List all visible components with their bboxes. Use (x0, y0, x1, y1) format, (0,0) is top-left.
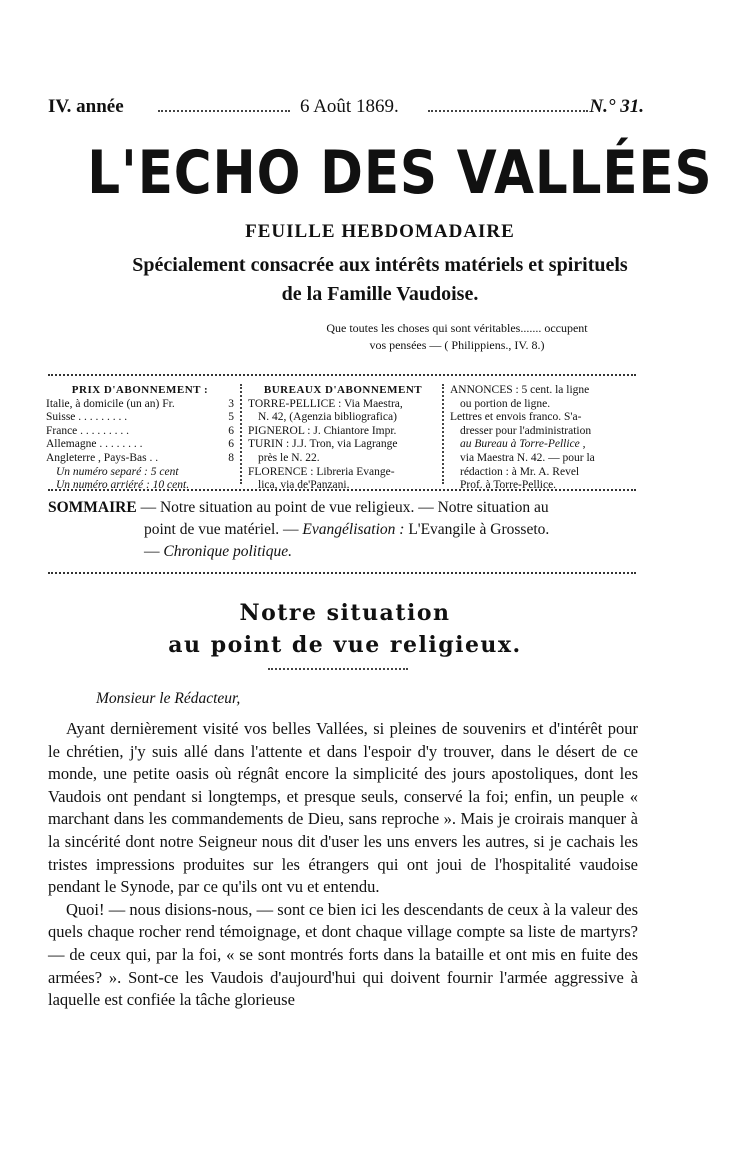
price-row: Italie, à domicile (un an) Fr. 3 (46, 397, 234, 410)
price-row: France . . . . . . . . . 6 (46, 424, 234, 437)
subscription-offices (248, 384, 438, 493)
office-line: près le N. 22. (258, 451, 320, 464)
issue-number: N.° 31. (589, 96, 644, 117)
article-paragraph: Ayant dernièrement visité vos belles Vallées, si pleines de souvenirs et d'intérêt pour le chrétien, j'y suis allé dans l'attente et dans l'espoir d'y trouver, dans le désert de ce monde, une petite oasis où régnât encore la simplicité des jours apostoliques, dont les Vaudois ont pendant si longtemps, et presque seuls, conservé la foi; enfin, un peuple « marchant dans les commandements de Dieu, sans reproche ». Mais je croirais manquer à la sincérité dont notre Seigneur nous dit d'user les uns envers les autres, si je cachais les tristes impressions produites sur les étrangers qui ont joui de l'hospitalité vaudoise pendant le Synode, par ce qu'ils ont vu et entendu. (48, 719, 638, 897)
masthead-subtitle: FEUILLE HEBDOMADAIRE (245, 221, 515, 242)
office-line: lica, via de'Panzani. (258, 479, 350, 492)
prices-heading: PRIX D'ABONNEMENT : (71, 384, 209, 396)
office-line: PIGNEROL : J. Chiantore Impr. (248, 424, 397, 437)
price-row: Angleterre , Pays-Bas . . 8 (46, 451, 234, 464)
annonce-line: via Maestra N. 42. — pour la (460, 451, 595, 464)
article-paragraph: Quoi! — nous disions-nous, — sont ce bien ici les descendants de ceux à la valeur des quels chaque rocher rend témoignage, et dont chaque village compte sa liste de martyrs? — de ceux qui, par la foi, « se sont montrés forts dans la bataille et ont mis en fuite des armées? ». Sont-ce les Vaudois d'aujourd'hui qui doivent fournir l'armée aggressive à laquelle est confiée la tâche glorieuse (48, 899, 638, 1010)
motto-line: Que toutes les choses qui sont véritables....... occupent (326, 321, 588, 335)
issue-info-line (48, 96, 644, 120)
column-separator (442, 384, 444, 484)
price-row: Suisse . . . . . . . . . 5 (46, 411, 234, 424)
section-divider (48, 572, 636, 574)
annonce-line: ANNONCES : 5 cent. la ligne (450, 384, 590, 396)
masthead-tagline-2: de la Famille Vaudoise. (281, 283, 479, 305)
section-divider (48, 374, 636, 376)
annonce-line: Prof. à Torre-Pellice. (460, 479, 557, 492)
subscription-prices (46, 384, 234, 493)
decorative-rule (158, 104, 290, 112)
masthead-tagline: Spécialement consacrée aux intérêts matériels et spirituels (132, 254, 628, 276)
column-separator (240, 384, 242, 484)
advertising-info (450, 384, 640, 493)
section-divider (48, 489, 636, 491)
article-title-2: au point de vue religieux. (168, 632, 522, 658)
title-rule (268, 668, 408, 670)
office-line: N. 42, (Agenzia bibliografica) (258, 411, 397, 424)
offices-heading: BUREAUX D'ABONNEMENT (263, 384, 423, 396)
back-issue-price: Un numéro arriéré : 10 cent. (56, 479, 190, 492)
article-body (48, 718, 638, 1012)
article-title: Notre situation (239, 600, 451, 626)
annonce-line: dresser pour l'administration (460, 424, 592, 437)
annonce-line: rédaction : à Mr. A. Revel (460, 465, 580, 478)
decorative-rule (428, 104, 588, 112)
salutation: Monsieur le Rédacteur, (96, 690, 241, 707)
annonce-line: Lettres et envois franco. S'a- (450, 411, 582, 424)
annonce-line: au Bureau à Torre-Pellice , (460, 438, 586, 451)
single-issue-price: Un numéro separé : 5 cent (56, 465, 179, 478)
issue-year: IV. année (48, 96, 124, 117)
masthead-title: L'ECHO DES VALLÉES (87, 138, 713, 208)
motto (282, 320, 632, 354)
price-row: Allemagne . . . . . . . . 6 (46, 438, 234, 451)
table-of-contents: SOMMAIRE — Notre situation au point de vue religieux. — Notre situation au point de vue matériel. — Evangélisation : L'Evangile à Grosseto. — Chronique politique. (48, 499, 550, 560)
office-line: TURIN : J.J. Tron, via Lagrange (248, 438, 398, 451)
motto-line: vos pensées — ( Philippiens., IV. 8.) (369, 338, 545, 352)
issue-date: 6 Août 1869. (300, 96, 399, 117)
annonce-line: ou portion de ligne. (460, 397, 551, 410)
office-line: FLORENCE : Libreria Evange- (248, 465, 395, 478)
sommaire-label: SOMMAIRE (48, 499, 137, 516)
office-line: TORRE-PELLICE : Via Maestra, (248, 397, 403, 410)
